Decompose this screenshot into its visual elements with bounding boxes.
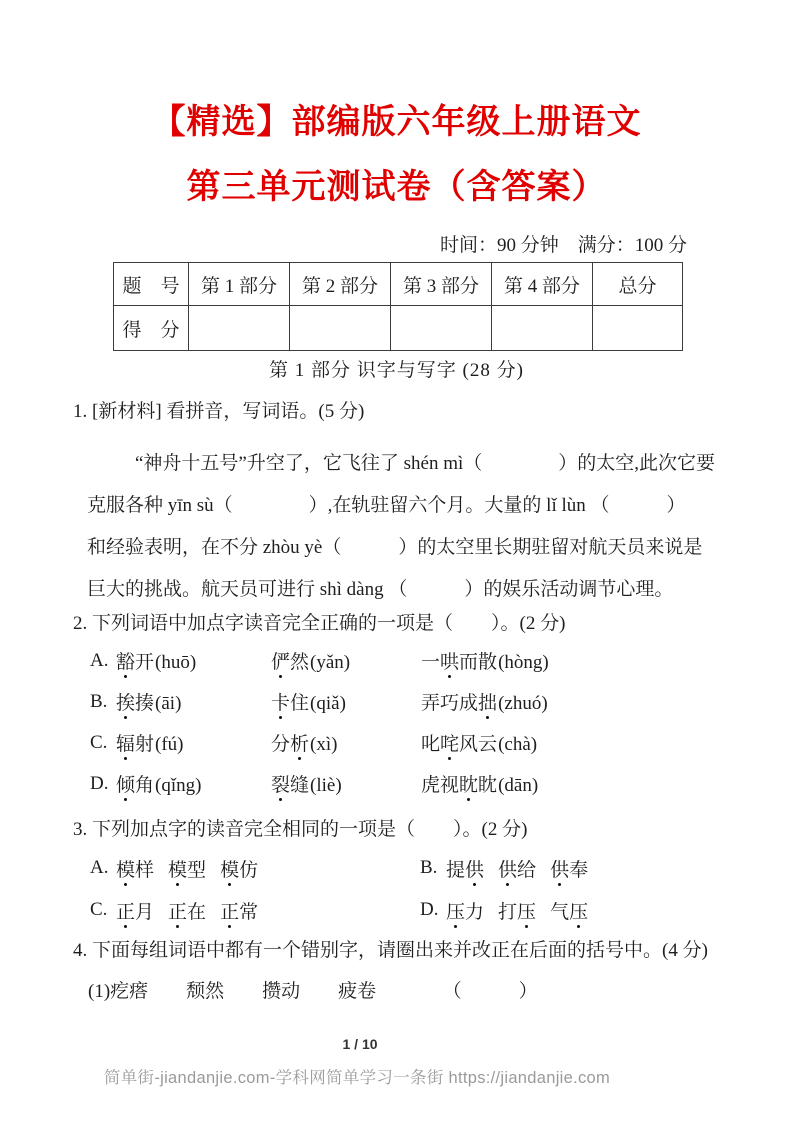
dotted-char: 压 [569, 897, 588, 924]
dotted-char: 叱 [421, 734, 441, 755]
dotted-char: 成 [459, 693, 479, 714]
pinyin: (qǐng) [155, 775, 202, 796]
q2-option-item [271, 647, 421, 674]
pinyin: (qiǎ) [310, 693, 346, 714]
dotted-char: 力 [465, 901, 485, 923]
q2-option-item [421, 647, 793, 674]
option-word [421, 652, 497, 673]
footer-site-line: 简单街-jiandanjie.com-学科网简单学习一条街 https://jiandanjie.com [103, 1069, 611, 1087]
option-letter: C. [90, 899, 108, 920]
dotted-char: 拙 [478, 688, 497, 715]
q2-option-row [90, 640, 793, 681]
dotted-char: 供 [498, 855, 517, 882]
dotted-char: 提 [446, 859, 466, 881]
dotted-char: 射 [135, 734, 155, 755]
q2-stem: 2. 下列词语中加点字读音完全正确的一项是（ ）。(2 分) [73, 613, 566, 634]
dotted-char: 奉 [569, 859, 589, 881]
score-table-header-cell: 题 号 [114, 263, 189, 306]
option-word [116, 652, 154, 673]
dotted-char: 挨 [116, 688, 135, 715]
dotted-char: 压 [446, 897, 465, 924]
pinyin: (hòng) [498, 652, 549, 673]
option-letter: D. [90, 772, 109, 794]
score-input-cell [593, 306, 683, 351]
option-word [116, 897, 154, 924]
dotted-char: 缝 [290, 775, 310, 796]
section1-heading: 第 1 部分 识字与写字 (28 分) [269, 360, 524, 381]
dotted-char: 月 [135, 901, 155, 923]
dotted-char: 豁 [116, 647, 135, 674]
option-word [271, 775, 309, 796]
q2-option-item [116, 688, 271, 715]
doc-title-line1: 【精选】部编版六年级上册语文 [151, 104, 642, 141]
q2-option-item [421, 770, 793, 797]
option-word [271, 652, 309, 673]
option-word [168, 855, 206, 882]
dotted-char: 模 [116, 855, 135, 882]
dotted-char: 辐 [116, 729, 135, 756]
q3-option [420, 847, 793, 889]
option-letter: B. [90, 690, 108, 712]
dotted-char: 然 [290, 652, 310, 673]
score-input-cell [391, 306, 492, 351]
pinyin: (huō) [155, 652, 197, 673]
dotted-char: 虎 [421, 775, 441, 796]
q1-line: 巨大的挑战。航天员可进行 shì dàng （ ）的娱乐活动调节心理。 [87, 579, 674, 600]
q2-option-item [116, 729, 271, 756]
dotted-char: 眈 [478, 775, 498, 796]
dotted-char: 在 [187, 901, 207, 923]
score-table-header-row [114, 263, 683, 306]
option-letter: A. [90, 857, 109, 878]
option-word [271, 693, 309, 714]
q2-option-item [421, 729, 793, 756]
score-table-header-cell: 第 4 部分 [492, 263, 593, 306]
dotted-char: 角 [135, 775, 155, 796]
option-word [421, 775, 497, 796]
doc-title-line2: 第三单元测试卷（含答案） [186, 169, 607, 206]
dotted-char: 卡 [271, 688, 290, 715]
q3-options [90, 847, 793, 931]
dotted-char: 模 [220, 855, 239, 882]
q1-stem: 1. [新材料] 看拼音，写词语。(5 分) [73, 401, 365, 422]
page-number: 1 / 10 [342, 1036, 378, 1052]
dotted-char: 一 [421, 652, 441, 673]
option-word [220, 897, 258, 924]
dotted-char: 样 [135, 859, 155, 881]
score-input-cell [189, 306, 290, 351]
score-table-header-cell: 第 3 部分 [391, 263, 492, 306]
q2-options [90, 640, 793, 804]
dotted-char: 倾 [116, 770, 135, 797]
option-word [550, 897, 588, 924]
score-input-cell [492, 306, 593, 351]
option-word [446, 855, 484, 882]
dotted-char: 模 [168, 855, 187, 882]
dotted-char: 开 [135, 652, 155, 673]
pinyin: (dān) [498, 775, 539, 796]
q2-option-item [116, 770, 271, 797]
dotted-char: 裂 [271, 770, 290, 797]
option-word [168, 897, 206, 924]
score-table-header-cell: 第 2 部分 [290, 263, 391, 306]
q1-line: 克服各种 yīn sù（ ）,在轨驻留六个月。大量的 lǐ lùn （ ） [87, 495, 686, 516]
dotted-char: 眈 [459, 770, 478, 797]
option-word [116, 693, 154, 714]
dotted-char: 仿 [239, 859, 259, 881]
option-word [116, 855, 154, 882]
dotted-char: 分 [271, 734, 291, 755]
q3-option [90, 889, 420, 931]
dotted-char: 而 [459, 652, 479, 673]
dotted-char: 云 [478, 734, 498, 755]
option-letter: A. [90, 649, 109, 671]
dotted-char: 住 [290, 693, 310, 714]
dotted-char: 常 [239, 901, 259, 923]
score-row-label: 得 分 [114, 306, 189, 351]
pinyin: (xì) [310, 734, 338, 755]
option-word [421, 734, 497, 755]
dotted-char: 正 [220, 897, 239, 924]
option-word [271, 734, 309, 755]
q2-option-item [271, 729, 421, 756]
q2-option-row [90, 681, 793, 722]
dotted-char: 咤 [440, 729, 459, 756]
score-input-cell [290, 306, 391, 351]
dotted-char: 揍 [135, 693, 155, 714]
q2-option-row [90, 763, 793, 804]
pinyin: (āi) [155, 693, 182, 714]
dotted-char: 气 [550, 901, 570, 923]
option-word [421, 693, 497, 714]
dotted-char: 风 [459, 734, 479, 755]
dotted-char: 压 [517, 897, 536, 924]
dotted-char: 弄 [421, 693, 441, 714]
pinyin: (yǎn) [310, 652, 351, 673]
option-word [550, 855, 588, 882]
option-letter: D. [420, 899, 439, 920]
option-word [498, 897, 536, 924]
q3-option [90, 847, 420, 889]
dotted-char: 散 [478, 652, 498, 673]
dotted-char: 巧 [440, 693, 460, 714]
q3-option [420, 889, 793, 931]
dotted-char: 析 [290, 729, 309, 756]
dotted-char: 给 [517, 859, 537, 881]
q1-line: 和经验表明，在不分 zhòu yè（ ）的太空里长期驻留对航天员来说是 [87, 537, 703, 558]
q2-option-item [271, 770, 421, 797]
dotted-char: 供 [465, 855, 484, 882]
dotted-char: 型 [187, 859, 207, 881]
score-table-header-cell: 总分 [593, 263, 683, 306]
dotted-char: 正 [116, 897, 135, 924]
pinyin: (zhuó) [498, 693, 548, 714]
dotted-char: 哄 [440, 647, 459, 674]
option-letter: B. [420, 857, 438, 878]
q2-option-row [90, 722, 793, 763]
q1-pinyin-paragraph [87, 443, 733, 611]
dotted-char: 视 [440, 775, 460, 796]
option-letter: C. [90, 731, 108, 753]
option-word [116, 734, 154, 755]
dotted-char: 俨 [271, 647, 290, 674]
pinyin: (liè) [310, 775, 342, 796]
q4-item-1: (1)疙瘩 颓然 攒动 疲卷 （ ） [88, 981, 538, 1002]
score-table-score-row [114, 306, 683, 351]
q2-option-item [116, 647, 271, 674]
time-score-line: 时间：90 分钟 满分：100 分 [439, 235, 687, 256]
pinyin: (fú) [155, 734, 184, 755]
q2-option-item [421, 688, 793, 715]
pinyin: (chà) [498, 734, 538, 755]
q2-option-item [271, 688, 421, 715]
score-table-header-cell: 第 1 部分 [189, 263, 290, 306]
q1-line: “神舟十五号”升空了，它飞往了 shén mì（ ）的太空,此次它要 [135, 453, 716, 474]
option-word [220, 855, 258, 882]
q3-stem: 3. 下列加点字的读音完全相同的一项是（ ）。(2 分) [73, 819, 528, 840]
option-word [498, 855, 536, 882]
score-table [113, 262, 683, 351]
option-word [116, 775, 154, 796]
dotted-char: 打 [498, 901, 518, 923]
option-word [446, 897, 484, 924]
dotted-char: 正 [168, 897, 187, 924]
dotted-char: 供 [550, 855, 569, 882]
q4-stem: 4. 下面每组词语中都有一个错别字，请圈出来并改正在后面的括号中。(4 分) [73, 940, 708, 961]
